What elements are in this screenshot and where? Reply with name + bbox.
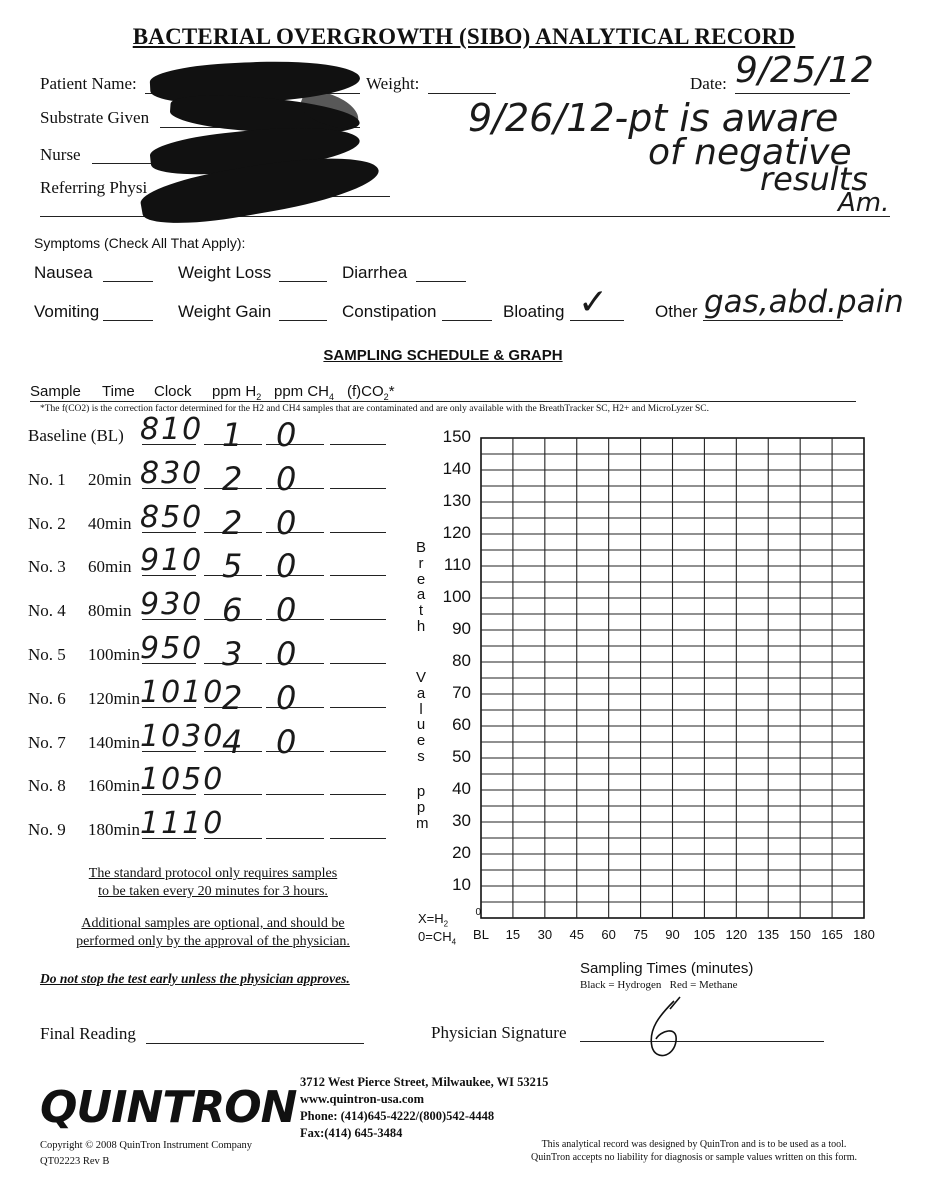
symptom-vomiting: Vomiting — [34, 302, 100, 321]
other-value: gas,abd.pain — [704, 284, 904, 320]
row-label: No. 9 — [28, 820, 66, 840]
x-axis-title: Sampling Times (minutes) — [580, 960, 754, 977]
symptom-constipation: Constipation — [342, 302, 437, 321]
x-tick-label: 75 — [633, 927, 648, 942]
y-tick-label: 10 — [452, 875, 471, 894]
ch4-value: 0 — [276, 416, 297, 454]
y-tick-label: 30 — [452, 811, 471, 830]
row-time: 40min — [88, 513, 132, 533]
x-tick-label: 15 — [505, 927, 521, 942]
row-label: Baseline (BL) — [28, 426, 124, 445]
company-phone: Phone: (414)645-4222/(800)542-4448 — [300, 1109, 495, 1123]
clock-value: 830 — [140, 455, 204, 491]
y-tick-label: 140 — [442, 459, 471, 478]
legend-ch4: $0=CH_4$ — [418, 929, 457, 947]
row-time: 60min — [88, 557, 132, 577]
physician-signature-label: Physician Signature — [431, 1023, 567, 1042]
y-tick-label: 60 — [452, 715, 471, 734]
co2-footnote: *The f(CO2) is the correction factor determined for the H2 and CH4 samples that are contaminated and are only available with the BreathTracker SC, H2+ and MicroLyzer SC. — [40, 404, 710, 414]
row-label: No. 7 — [28, 732, 66, 752]
company-contact — [300, 1074, 548, 1142]
signature-scribble — [630, 995, 690, 1065]
row-time: 180min — [88, 820, 140, 840]
y-tick-label: 110 — [443, 555, 471, 574]
symptom-weight-loss: Weight Loss — [178, 263, 272, 282]
y-tick-label: 130 — [442, 491, 471, 510]
ch4-value: 0 — [276, 503, 297, 542]
clock-value: 930 — [140, 587, 204, 623]
color-key: Black = Hydrogen Red = Methane — [580, 979, 738, 991]
company-address: 3712 West Pierce Street, Milwaukee, WI 53215 — [300, 1075, 549, 1089]
ch4-value: 0 — [276, 635, 297, 673]
x-tick-label: 90 — [665, 927, 680, 942]
h2-value: 5 — [222, 547, 243, 586]
disclaimer-line2: QuinTron accepts no liability for diagnosis or sample values written on this form. — [531, 1152, 857, 1163]
x-tick-label: 30 — [537, 927, 553, 942]
physician-signature-line[interactable] — [580, 1041, 824, 1042]
protocol-line2: to be taken every 20 minutes for 3 hours. — [98, 884, 328, 899]
row-time: 120min — [88, 688, 140, 708]
h2-value: 6 — [222, 591, 243, 630]
legend-h2: $X=H_2$ — [418, 911, 449, 929]
row-time: 20min — [88, 469, 132, 489]
handwritten-note-line2: of negative — [648, 132, 852, 173]
final-reading-label: Final Reading — [40, 1024, 136, 1043]
h2-value: 2 — [222, 503, 243, 542]
row-time: 160min — [88, 776, 140, 796]
x-tick-label: 150 — [789, 927, 811, 942]
final-reading-line[interactable] — [146, 1043, 364, 1044]
bloating-check-mark: ✓ — [578, 282, 609, 323]
row-label: No. 4 — [28, 601, 66, 621]
optional-line2: performed only by the approval of the physician. — [76, 934, 350, 949]
clock-value: 1030 — [140, 718, 225, 754]
x-tick-label: 135 — [757, 927, 780, 942]
symptom-diarrhea: Diarrhea — [342, 263, 408, 282]
copyright: Copyright © 2008 QuinTron Instrument Company — [40, 1140, 253, 1151]
x-tick-label: 165 — [821, 927, 843, 942]
company-fax: Fax:(414) 645-3484 — [300, 1126, 403, 1140]
x-tick-label: BL — [473, 927, 489, 942]
date-label: Date: — [690, 74, 727, 93]
y-tick-label: 120 — [442, 523, 471, 542]
y-tick-label: 80 — [452, 651, 471, 670]
row-label: No. 6 — [28, 688, 66, 708]
h2-value: 2 — [222, 459, 243, 498]
col-ppm-h2: ppm $H_2$ — [212, 383, 262, 402]
optional-line1: Additional samples are optional, and should be — [81, 916, 345, 931]
clock-value: 1010 — [140, 674, 225, 710]
y-tick-label: 150 — [442, 427, 471, 446]
ch4-value: 0 — [276, 459, 297, 498]
company-web[interactable]: www.quintron-usa.com — [300, 1092, 425, 1106]
row-label: No. 5 — [28, 645, 66, 664]
clock-value: 1110 — [140, 806, 225, 842]
row-time: 100min — [88, 645, 140, 664]
h2-value: 1 — [222, 416, 243, 454]
ch4-value: 0 — [276, 591, 297, 630]
early-stop-warning: Do not stop the test early unless the physician approves. — [40, 971, 350, 986]
col-ppm-ch4: ppm $CH_4$ — [274, 383, 335, 402]
protocol-line1: The standard protocol only requires samples — [88, 866, 338, 881]
x-tick-label: 120 — [725, 927, 748, 942]
y-tick-label: 40 — [452, 779, 471, 798]
symptom-nausea: Nausea — [34, 263, 93, 282]
handwritten-note-line3: results — [760, 160, 868, 198]
col-sample: Sample — [30, 383, 81, 400]
row-label: No. 3 — [28, 557, 66, 577]
y-tick-label: 50 — [452, 747, 471, 766]
handwritten-note-line1: 9/26/12-pt is aware — [468, 96, 839, 140]
symptom-weight-gain: Weight Gain — [178, 302, 272, 321]
row-label: No. 1 — [28, 469, 66, 489]
y-tick-label: 0 — [475, 907, 481, 918]
col-fco2: $(f)CO_2*$ — [347, 383, 395, 402]
y-axis-word-ppm: ppm — [416, 783, 429, 832]
clock-value: 810 — [140, 412, 204, 447]
ch4-value: 0 — [276, 678, 297, 717]
symptom-bloating: Bloating — [503, 302, 565, 321]
row-label: No. 2 — [28, 513, 66, 533]
x-tick-label: 60 — [601, 927, 616, 942]
y-tick-label: 100 — [442, 587, 471, 606]
clock-value: 910 — [140, 543, 204, 579]
row-time: 80min — [88, 601, 132, 621]
clock-value: 950 — [140, 631, 204, 666]
ch4-value: 0 — [276, 722, 297, 761]
substrate-label: Substrate Given — [40, 108, 150, 127]
page-title: BACTERIAL OVERGROWTH (SIBO) ANALYTICAL RECORD — [132, 24, 796, 49]
col-time: Time — [102, 383, 135, 400]
h2-value: 3 — [222, 635, 243, 673]
h2-value: 4 — [222, 722, 243, 761]
symptom-other: Other — [655, 302, 698, 321]
schedule-heading: SAMPLING SCHEDULE & GRAPH — [323, 347, 563, 364]
x-tick-label: 105 — [693, 927, 716, 942]
y-tick-label: 70 — [452, 683, 471, 702]
clock-value: 1050 — [140, 762, 225, 798]
form-id: QT02223 Rev B — [40, 1156, 110, 1167]
y-axis-word-values: Values — [416, 669, 427, 765]
y-tick-label: 90 — [452, 619, 471, 638]
disclaimer-line1: This analytical record was designed by QuinTron and is to be used as a tool. — [541, 1139, 847, 1150]
x-tick-label: 45 — [569, 927, 584, 942]
patient-name-label: Patient Name: — [40, 74, 137, 93]
quintron-logo: QUINTRON — [40, 1082, 297, 1133]
clock-value: 850 — [140, 499, 204, 535]
row-label: No. 8 — [28, 776, 66, 796]
handwritten-note-line4: Am. — [838, 188, 890, 218]
x-tick-label: 180 — [853, 927, 875, 942]
h2-value: 2 — [222, 678, 243, 717]
date-value: 9/25/12 — [735, 50, 874, 91]
referring-label: Referring Physi — [40, 178, 148, 197]
weight-label: Weight: — [366, 74, 420, 93]
y-tick-label: 20 — [452, 843, 471, 862]
y-axis-word-breath: Breath — [416, 539, 427, 635]
ch4-value: 0 — [276, 547, 297, 586]
col-clock: Clock — [154, 383, 192, 400]
row-time: 140min — [88, 732, 140, 752]
nurse-label: Nurse — [40, 145, 81, 164]
symptoms-heading: Symptoms (Check All That Apply): — [34, 235, 246, 251]
